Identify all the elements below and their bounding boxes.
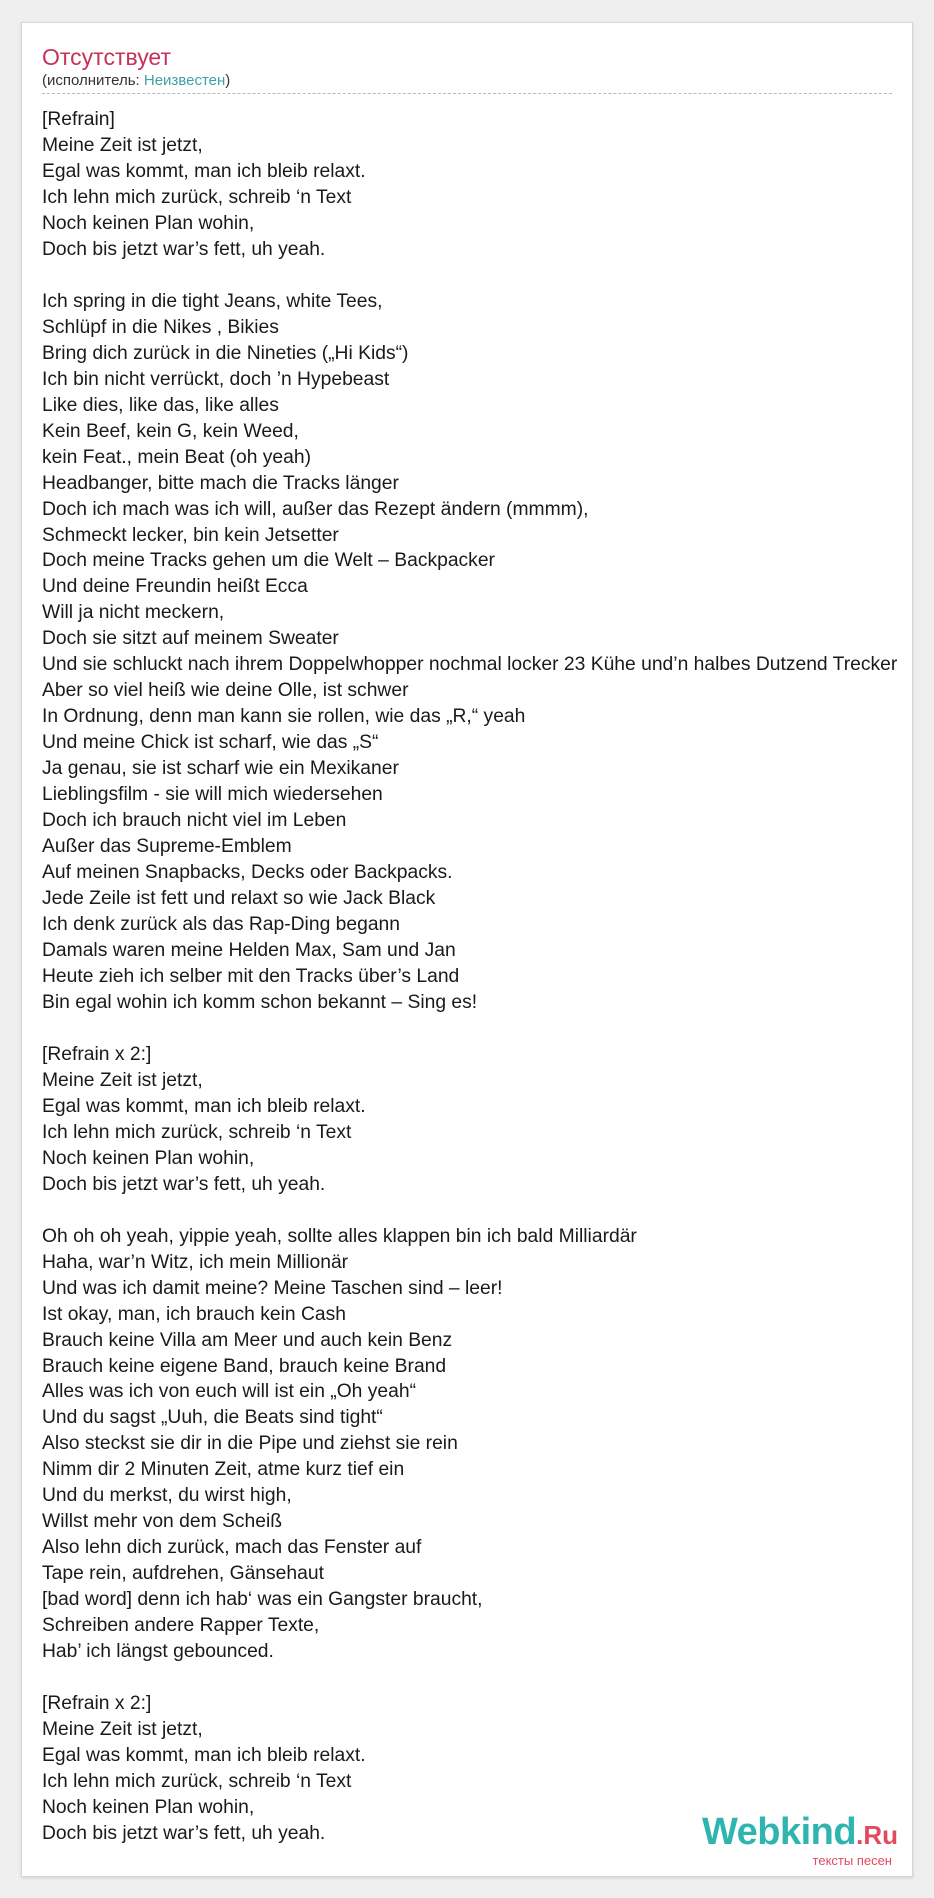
lyric-line: Jede Zeile ist fett und relaxt so wie Jack Black — [42, 888, 436, 910]
artist-suffix: ) — [225, 72, 231, 89]
lyrics-text — [42, 107, 913, 1847]
lyric-line: Auf meinen Snapbacks, Decks oder Backpacks. — [42, 862, 453, 884]
lyric-line: Noch keinen Plan wohin, — [42, 1147, 255, 1169]
lyric-line: Nimm dir 2 Minuten Zeit, atme kurz tief ein — [42, 1459, 405, 1481]
lyric-line: Bring dich zurück in die Nineties („Hi Kids“) — [42, 342, 409, 364]
lyric-line: Haha, war’n Witz, ich mein Millionär — [42, 1251, 349, 1273]
lyric-line: Will ja nicht meckern, — [42, 602, 225, 624]
lyric-line: [Refrain] — [42, 109, 115, 130]
logo-wordmark — [698, 1812, 898, 1855]
lyrics-card — [21, 22, 913, 1877]
lyric-line: Und meine Chick ist scharf, wie das „S“ — [42, 732, 379, 754]
lyric-line: Außer das Supreme-Emblem — [42, 836, 292, 858]
lyric-line: Und du sagst „Uuh, die Beats sind tight“ — [42, 1407, 383, 1429]
lyric-line: Und was ich damit meine? Meine Taschen sind – leer! — [42, 1277, 503, 1299]
lyric-line: Schreiben andere Rapper Texte, — [42, 1615, 320, 1637]
webkind-logo[interactable] — [698, 1811, 898, 1868]
lyric-line: Ja genau, sie ist scharf wie ein Mexikaner — [42, 758, 399, 780]
lyric-line: Doch ich brauch nicht viel im Leben — [42, 810, 347, 832]
artist-line — [42, 72, 892, 90]
lyric-line: Und deine Freundin heißt Ecca — [42, 576, 308, 598]
logo-tld: .Ru — [856, 1820, 898, 1850]
lyric-line: Noch keinen Plan wohin, — [42, 212, 255, 234]
lyric-line: In Ordnung, denn man kann sie rollen, wie das „R,“ yeah — [42, 706, 526, 728]
lyric-line: Ich lehn mich zurück, schreib ‘n Text — [42, 186, 352, 208]
lyric-line: Bin egal wohin ich komm schon bekannt – Sing es! — [42, 991, 478, 1013]
lyric-line: [Refrain x 2:] — [42, 1693, 152, 1715]
logo-main-text: Webkind — [701, 1811, 857, 1853]
lyric-line: Headbanger, bitte mach die Tracks länger — [42, 472, 399, 494]
header-divider — [42, 93, 892, 94]
lyric-line: Meine Zeit ist jetzt, — [42, 134, 203, 156]
lyric-line: Ich lehn mich zurück, schreib ‘n Text — [42, 1771, 352, 1792]
lyric-line: Alles was ich von euch will ist ein „Oh yeah“ — [42, 1381, 416, 1403]
lyric-line: Egal was kommt, man ich bleib relaxt. — [42, 1745, 366, 1767]
lyric-line: Schmeckt lecker, bin kein Jetsetter — [42, 524, 339, 546]
lyric-line: Ich bin nicht verrückt, doch ’n Hypebeast — [42, 368, 390, 390]
logo-tagline: тексты песен — [812, 1853, 892, 1868]
lyric-line: Hab’ ich längst gebounced. — [42, 1641, 274, 1663]
lyric-line: Like dies, like das, like alles — [42, 394, 279, 416]
lyric-blank-line — [42, 263, 913, 289]
lyric-line: Damals waren meine Helden Max, Sam und Jan — [42, 940, 456, 961]
lyric-line: Lieblingsfilm - sie will mich wiedersehen — [42, 784, 383, 806]
lyric-line: Aber so viel heiß wie deine Olle, ist schwer — [42, 680, 409, 702]
lyric-line: Ich spring in die tight Jeans, white Tees, — [42, 290, 383, 312]
lyric-line: Kein Beef, kein G, kein Weed, — [42, 420, 299, 442]
lyric-line: Schlüpf in die Nikes , Bikies — [42, 316, 279, 338]
lyric-line: Und du merkst, du wirst high, — [42, 1485, 292, 1507]
lyric-line: Meine Zeit ist jetzt, — [42, 1719, 203, 1741]
lyric-line: Also lehn dich zurück, mach das Fenster auf — [42, 1537, 422, 1559]
lyric-line: [Refrain x 2:] — [42, 1043, 152, 1065]
lyric-line: Doch bis jetzt war’s fett, uh yeah. — [42, 1173, 326, 1195]
lyric-line: Doch meine Tracks gehen um die Welt – Backpacker — [42, 550, 495, 572]
lyric-line: Ich denk zurück als das Rap-Ding begann — [42, 914, 400, 936]
lyric-line: Willst mehr von dem Scheiß — [42, 1511, 283, 1533]
lyric-line: Doch ich mach was ich will, außer das Rezept ändern (mmmm), — [42, 498, 589, 520]
lyric-line: Und sie schluckt nach ihrem Doppelwhopper nochmal locker 23 Kühe und’n halbes Dutzend Trecker — [42, 654, 898, 676]
lyric-blank-line — [42, 1016, 913, 1042]
lyric-line: kein Feat., mein Beat (oh yeah) — [42, 446, 312, 468]
lyric-line: Egal was kommt, man ich bleib relaxt. — [42, 160, 366, 182]
lyric-blank-line — [42, 1665, 913, 1691]
lyric-line: Heute zieh ich selber mit den Tracks über’s Land — [42, 965, 460, 987]
song-header — [42, 43, 892, 90]
lyric-line: Doch bis jetzt war’s fett, uh yeah. — [42, 1822, 326, 1844]
lyric-line: Egal was kommt, man ich bleib relaxt. — [42, 1095, 366, 1117]
song-title: Отсутствует — [42, 44, 171, 70]
lyric-line: Meine Zeit ist jetzt, — [42, 1069, 203, 1091]
lyric-line: Doch sie sitzt auf meinem Sweater — [42, 628, 339, 650]
lyric-line: [bad word] denn ich hab‘ was ein Gangster braucht, — [42, 1589, 483, 1611]
lyric-line: Doch bis jetzt war’s fett, uh yeah. — [42, 238, 326, 260]
artist-link[interactable]: Неизвестен — [143, 72, 226, 89]
lyric-line: Noch keinen Plan wohin, — [42, 1796, 255, 1818]
lyric-line: Tape rein, aufdrehen, Gänsehaut — [42, 1563, 324, 1585]
lyric-blank-line — [42, 1198, 913, 1224]
lyric-line: Also steckst sie dir in die Pipe und ziehst sie rein — [42, 1433, 458, 1455]
lyric-line: Ist okay, man, ich brauch kein Cash — [42, 1303, 346, 1325]
artist-prefix: (исполнитель: — [42, 72, 144, 89]
lyric-line: Ich lehn mich zurück, schreib ‘n Text — [42, 1121, 352, 1143]
lyric-line: Oh oh oh yeah, yippie yeah, sollte alles klappen bin ich bald Milliardär — [42, 1225, 637, 1247]
lyric-line: Brauch keine Villa am Meer und auch kein Benz — [42, 1329, 453, 1351]
lyric-line: Brauch keine eigene Band, brauch keine Brand — [42, 1355, 447, 1377]
